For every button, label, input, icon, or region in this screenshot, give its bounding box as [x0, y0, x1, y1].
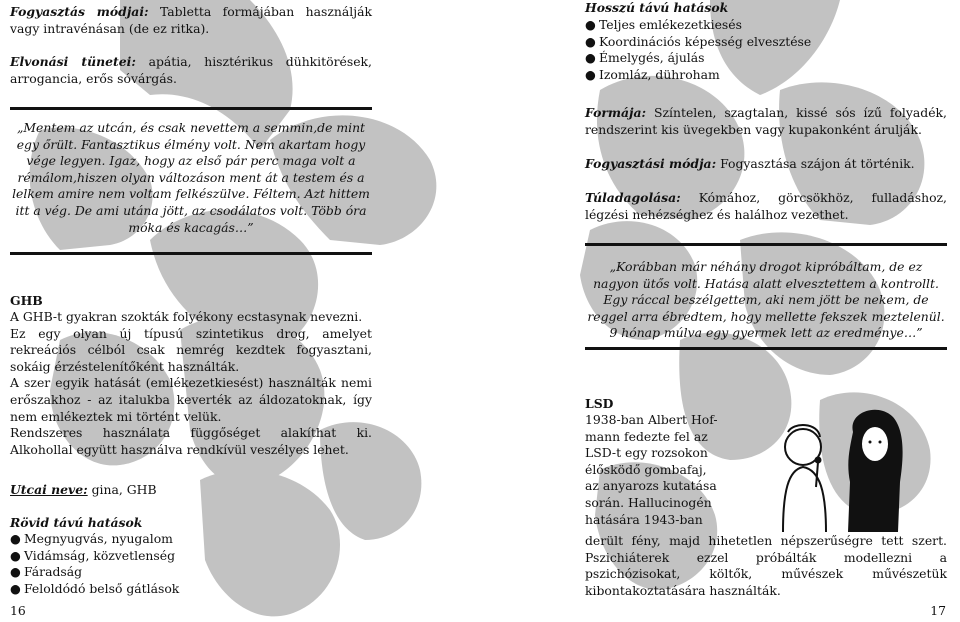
lsd-intro [585, 412, 725, 528]
quote-line: nagyon ütős volt. Hatása alatt elvesztettem a kontrollt. [593, 275, 939, 291]
form-label: Formája: [585, 105, 647, 120]
lsd-line: élősködő gombafaj, [585, 461, 707, 477]
quote-line: 9 hónap múlva egy gyermek lett az eredménye…” [609, 325, 923, 341]
overdose-paragraph [585, 190, 947, 223]
overdose-text: Kómához, görcsökhöz, fulladáshoz, légzési nehézséghez és halálhoz vezethet. [585, 190, 947, 222]
consumption-method-label: Fogyasztási módja: [585, 156, 717, 171]
lsd-line: 1938-ban Albert Hof- [585, 412, 718, 427]
bullet-icon: ● [585, 66, 596, 82]
testimonial-quote [10, 120, 372, 236]
list-item: ● Vidámság, közvetlenség [10, 547, 176, 563]
lsd-line: hatására 1943-ban [585, 511, 703, 527]
ghb-paragraph: Rendszeres használata függőséget alakíthat ki. Alkohollal együtt használva rendkívül veszélyes lehet. [10, 425, 372, 457]
bullet-icon: ● [10, 580, 21, 596]
consumption-text: Tabletta formájában használják vagy intravénásan (de ez ritka). [10, 4, 372, 36]
bullet-icon: ● [585, 33, 596, 49]
lsd-line: LSD-t egy rozsokon [585, 445, 708, 461]
list-item: ● Koordinációs képesség elvesztése [585, 33, 812, 49]
consumption-paragraph [10, 4, 372, 37]
quote-line: „Mentem az utcán, és csak nevettem a semmin,de mint [16, 120, 366, 135]
form-text: Színtelen, szagtalan, kissé sós ízű folyadék, rendszerint kis üvegekben vagy kupakonként árulják. [585, 105, 947, 137]
lsd-line: az anyarozs kutatása [585, 478, 717, 494]
quote-line: reggel arra ébredtem, hogy mellette fekszek meztelenül. [587, 308, 945, 324]
street-name-text: gina, GHB [87, 482, 157, 497]
list-item: ● Émelygés, ájulás [585, 50, 705, 66]
bullet-icon: ● [10, 564, 21, 580]
right-page [480, 0, 960, 622]
street-name-label: Utcai neve: [10, 482, 88, 497]
divider-top [10, 107, 372, 110]
bullet-icon: ● [585, 17, 596, 32]
ghb-paragraph: Ez egy olyan új típusú szintetikus drog, amelyet rekreációs célból csak nemrég kezdtek fogyasztani, sokáig érzéstelenítőként használták. [10, 325, 372, 374]
divider-top [585, 243, 947, 246]
quote-line: lelkem amire nem voltam felkészülve. Féltem. Azt hittem [12, 186, 370, 202]
bullet-icon: ● [10, 531, 21, 546]
quote-line: itt a vég. De ami utána jött, az csodálatos volt. Több óra [15, 202, 367, 218]
short-term-list [10, 531, 372, 597]
list-item: ● Izomláz, dühroham [585, 66, 720, 82]
list-item: ● Teljes emlékezetkiesés [585, 17, 742, 32]
long-term-list [585, 17, 947, 83]
ghb-title: GHB [10, 293, 43, 308]
lsd-line: során. Hallucinogén [585, 494, 712, 510]
short-term-title: Rövid távú hatások [10, 515, 143, 530]
withdrawal-text: apátia, hisztérikus dühkitörések, arrogancia, erős sóvárgás. [10, 54, 372, 86]
ghb-paragraph: A GHB-t gyakran szokták folyékony ecstasynak nevezni. [10, 309, 363, 324]
overdose-label: Túladagolása: [585, 190, 681, 205]
bullet-icon: ● [10, 547, 21, 563]
street-name [10, 482, 372, 499]
list-item: ● Fáradság [10, 564, 83, 580]
consumption-label: Fogyasztás módjai: [10, 4, 149, 19]
list-item: ● Feloldódó belső gátlások [10, 580, 180, 596]
divider-bottom [585, 347, 947, 350]
lsd-continued: derült fény, majd hihetetlen népszerűségre tett szert. Pszichiáterek ezzel próbálták modellezni a pszichózisokat, költők, művészek művészetük kibontakoztatására használták. [585, 533, 947, 598]
bullet-icon: ● [585, 50, 596, 66]
form-paragraph [585, 105, 947, 138]
page-number-right: 17 [930, 603, 946, 618]
long-term-title: Hosszú távú hatások [585, 0, 729, 15]
illustration-two-figures [758, 392, 908, 532]
quote-line: egy őrült. Fantasztikus élmény volt. Nem akartam hogy [16, 136, 366, 152]
quote-line: Egy ráccal beszélgettem, aki nem jött be nekem, de [603, 292, 929, 308]
consumption-method-text: Fogyasztása szájon át történik. [716, 156, 915, 171]
ghb-paragraph: A szer egyik hatását (emlékezetkiesést) használták nemi erőszakhoz - az italukba keverték az áldozatoknak, így nem emlékeztek mi történt velük. [10, 375, 372, 424]
quote-line: móka és kacagás…” [128, 219, 254, 235]
divider-bottom [10, 252, 372, 255]
lsd-line: mann fedezte fel az [585, 428, 708, 444]
withdrawal-paragraph [10, 54, 372, 87]
quote-line: „Korábban már néhány drogot kipróbáltam, de ez [609, 259, 923, 274]
lsd-title: LSD [585, 396, 614, 411]
ghb-description [10, 309, 372, 458]
page-number-left: 16 [10, 603, 26, 618]
withdrawal-label: Elvonási tünetei: [10, 54, 136, 69]
quote-line: vége legyen. Igaz, hogy az első pár perc maga volt a [26, 153, 356, 169]
testimonial-quote [585, 259, 947, 342]
list-item: ● Megnyugvás, nyugalom [10, 531, 173, 546]
consumption-method-paragraph [585, 156, 947, 173]
quote-line: rémálom,hiszen olyan változáson ment át a testem és a [17, 169, 365, 185]
